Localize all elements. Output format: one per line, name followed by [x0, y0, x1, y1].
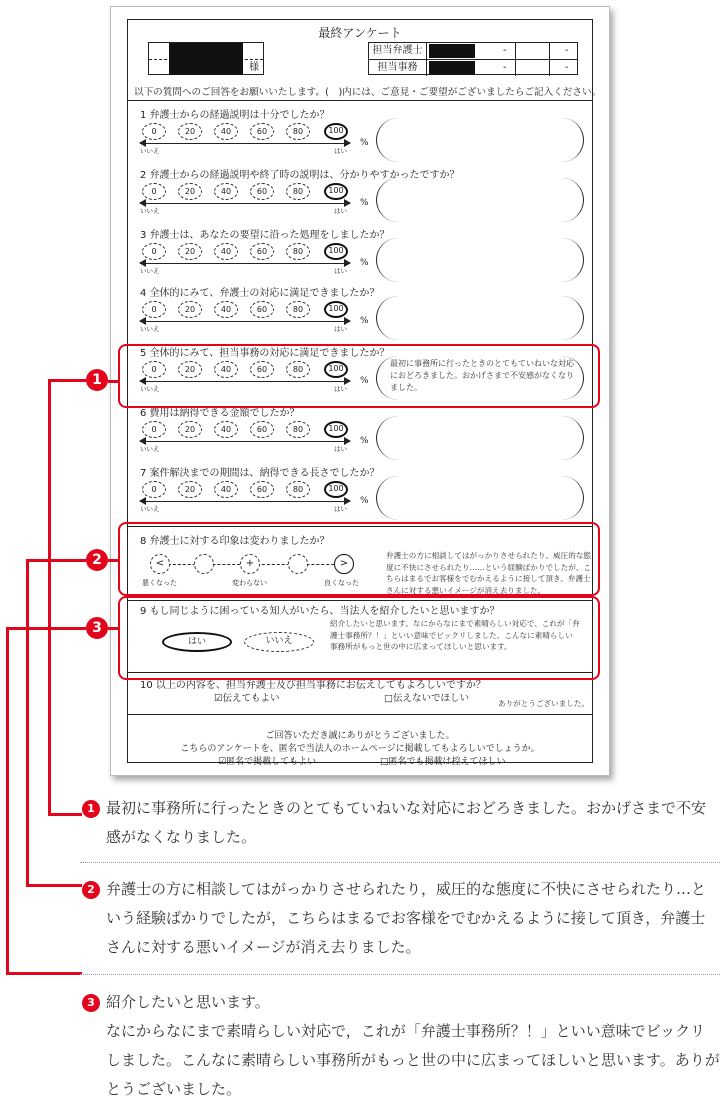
survey-intro: 以下の質問へのご回答をお願いいたします。( )内には、ご意見・ご要望がございましたらご記入ください。 — [134, 87, 602, 98]
label-yes: はい — [334, 445, 347, 453]
question-text: 10 以上の内容を、担当弁護士及び担当事務にお伝えしてもよろしいですか？ — [140, 680, 486, 691]
label-no: いいえ — [140, 325, 160, 333]
scale-option-100: 100 — [324, 361, 348, 378]
scale-arrow — [140, 263, 350, 264]
comment-bracket — [376, 118, 584, 162]
scale-option-60: 60 — [250, 123, 274, 140]
label-better: 良くなった — [324, 579, 359, 587]
question-2 — [128, 166, 594, 230]
scale-option-100: 100 — [324, 481, 348, 498]
question-text: 4 全体的にみて、弁護士の対応に満足できましたか？ — [140, 288, 380, 299]
badge-1: 1 — [86, 369, 108, 391]
question-text: 2 弁護士からの経過説明や終了時の説明は、分かりやすかったですか？ — [140, 170, 460, 181]
annotation-text: 最初に事務所に行ったときのとてもていねいな対応におどろきました。おかげさまで不安感がなくなりました。 — [106, 799, 707, 846]
comment-bracket — [376, 416, 584, 460]
footer-option-yes: ☑匿名で掲載してもよい — [218, 757, 317, 767]
annotation-text-continued: なにからなにまで素晴らしい対応で，これが「弁護士事務所？！」といい意味でビックリしました。こんなに素晴らしい事務所がもっと世の中に広まってほしいと思います。ありがとうございました。 — [106, 1022, 720, 1098]
survey-footer — [128, 730, 592, 769]
handwritten-comment: 紹介したいと思います。なにからなにまで素晴らしい対応で、これが「弁護士事務所？！」といい意味でビックリしました。こんなに素晴らしい事務所がもっと世の中に広まってほしいと思います。 — [330, 619, 580, 651]
question-text: 7 案件解決までの期間は、納得できる長さでしたか？ — [140, 468, 380, 479]
impression-better: > — [334, 554, 354, 574]
scale-option-20: 20 — [178, 481, 202, 498]
footer-question: こちらのアンケートを、匿名で当法人のホームページに掲載してもよろしいでしょうか。 — [180, 744, 540, 754]
badge-2: 2 — [86, 549, 108, 571]
impression-unchanged: + — [240, 554, 260, 574]
footer-thanks: ご回答いただき誠にありがとうございました。 — [265, 731, 455, 741]
scale-option-20: 20 — [178, 123, 202, 140]
scale-option-0: 0 — [142, 301, 166, 318]
question-3 — [128, 226, 594, 290]
label-worse: 悪くなった — [142, 579, 177, 587]
survey-title: 最終アンケート — [318, 26, 402, 40]
question-7 — [128, 464, 594, 528]
annotation-badge: 2 — [82, 881, 100, 899]
scale-option-60: 60 — [250, 301, 274, 318]
scale-option-80: 80 — [286, 183, 310, 200]
label-yes: はい — [334, 267, 347, 275]
option-yes: はい — [162, 632, 232, 652]
scale-option-100: 100 — [324, 183, 348, 200]
scale-arrow — [140, 321, 350, 322]
scale-option-0: 0 — [142, 183, 166, 200]
option-convey-no: □伝えないでほしい — [384, 693, 469, 704]
comment-bracket — [376, 296, 584, 340]
scale-arrow — [140, 441, 350, 442]
scale-option-20: 20 — [178, 183, 202, 200]
scale-option-0: 0 — [142, 481, 166, 498]
handwritten-comment: 弁護士の方に相談してはがっかりさせられたり、威圧的な態度に不快にさせられたり……という経験ばかりでしたが、こちらはまるでお客様をでむかえるように接して頂き、弁護士さんに対する悪いイメージが消え去りました。 — [386, 551, 592, 595]
label-no: いいえ — [140, 147, 160, 155]
label-no: いいえ — [140, 267, 160, 275]
scale-arrow — [140, 203, 350, 204]
question-text: 6 費用は納得できる金額でしたか？ — [140, 408, 300, 419]
footer-option-no: □匿名でも掲載は控えてほしい — [380, 757, 506, 767]
scale-option-80: 80 — [286, 481, 310, 498]
annotation-text: 弁護士の方に相談してはがっかりさせられたり，威圧的な態度に不快にさせられたり…という経験ばかりでしたが，こちらはまるでお客様をでむかえるように接して頂き，弁護士さんに対する悪いイメージが消え去りました。 — [106, 880, 707, 956]
label-yes: はい — [334, 207, 347, 215]
staff-table: 担当弁護士 - - 担当事務 - - — [368, 42, 578, 75]
scale-option-80: 80 — [286, 243, 310, 260]
percent-sign: % — [360, 436, 369, 446]
highlight-box-2 — [118, 522, 600, 596]
comment-bracket — [376, 476, 584, 520]
scale-option-0: 0 — [142, 361, 166, 378]
percent-sign: % — [360, 138, 369, 148]
scale-option-100: 100 — [324, 421, 348, 438]
scale-option-60: 60 — [250, 183, 274, 200]
scale-option-100: 100 — [324, 301, 348, 318]
customer-name-box — [148, 42, 264, 75]
option-no: いいえ — [244, 632, 314, 652]
scale-option-0: 0 — [142, 421, 166, 438]
scale-option-40: 40 — [214, 301, 238, 318]
scale-option-60: 60 — [250, 481, 274, 498]
option-convey-yes: ☑伝えてもよい — [214, 693, 280, 704]
customer-suffix: 様 — [249, 62, 259, 73]
label-yes: はい — [334, 147, 347, 155]
staff-label-clerk: 担当事務 — [369, 60, 427, 76]
scale-option-40: 40 — [214, 183, 238, 200]
question-text: 5 全体的にみて、担当事務の対応に満足できましたか？ — [140, 348, 390, 359]
question-1 — [128, 106, 594, 170]
highlight-box-3 — [118, 596, 600, 680]
question-10 — [128, 676, 594, 712]
question-text: 1 弁護士からの経過説明は十分でしたか？ — [140, 110, 330, 121]
impression-worse: < — [150, 554, 170, 574]
comment-bracket — [376, 238, 584, 282]
label-yes: はい — [334, 385, 347, 393]
label-no: いいえ — [140, 385, 160, 393]
scale-option-80: 80 — [286, 361, 310, 378]
scale-option-40: 40 — [214, 421, 238, 438]
handwritten-comment: 最初に事務所に行ったときのとてもていねいな対応におどろきました。おかげさまで不安感がなくなりました。 — [390, 359, 574, 392]
scale-option-80: 80 — [286, 301, 310, 318]
percent-sign: % — [360, 258, 369, 268]
label-yes: はい — [334, 325, 347, 333]
scale-arrow — [140, 501, 350, 502]
badge-3: 3 — [86, 617, 108, 639]
scale-option-40: 40 — [214, 481, 238, 498]
label-yes: はい — [334, 505, 347, 513]
label-no: いいえ — [140, 505, 160, 513]
highlight-box-1 — [118, 344, 600, 408]
scale-arrow — [140, 143, 350, 144]
scale-option-80: 80 — [286, 123, 310, 140]
scale-option-100: 100 — [324, 243, 348, 260]
scale-option-0: 0 — [142, 123, 166, 140]
redacted-attorney — [429, 44, 475, 58]
scale-option-0: 0 — [142, 243, 166, 260]
scale-option-60: 60 — [250, 361, 274, 378]
scale-option-20: 20 — [178, 301, 202, 318]
scale-option-40: 40 — [214, 123, 238, 140]
scale-option-40: 40 — [214, 243, 238, 260]
question-6 — [128, 404, 594, 468]
question-text: 8 弁護士に対する印象は変わりましたか？ — [140, 536, 330, 547]
scale-option-40: 40 — [214, 361, 238, 378]
scale-option-20: 20 — [178, 361, 202, 378]
annotation-text: 紹介したいと思います。 — [106, 993, 270, 1011]
label-unchanged: 変わらない — [232, 579, 267, 587]
annotation-badge: 3 — [82, 994, 100, 1012]
scale-option-20: 20 — [178, 243, 202, 260]
percent-sign: % — [360, 376, 369, 386]
scale-option-60: 60 — [250, 243, 274, 260]
question-text: 3 弁護士は、あなたの要望に沿った処理をしましたか？ — [140, 230, 390, 241]
scale-option-100: 100 — [324, 123, 348, 140]
question-4 — [128, 284, 594, 348]
redacted-name — [169, 43, 243, 75]
scale-option-80: 80 — [286, 421, 310, 438]
staff-label-attorney: 担当弁護士 — [369, 43, 427, 59]
label-no: いいえ — [140, 207, 160, 215]
percent-sign: % — [360, 316, 369, 326]
question-text: 9 もし同じように困っている知人がいたら、当法人を紹介したいと思いますか？ — [140, 606, 500, 617]
scale-option-60: 60 — [250, 421, 274, 438]
redacted-clerk — [429, 61, 475, 75]
annotation-badge: 1 — [82, 800, 100, 818]
handwritten-thanks: ありがとうございました。 — [498, 699, 590, 708]
scale-option-20: 20 — [178, 421, 202, 438]
percent-sign: % — [360, 496, 369, 506]
comment-bracket — [376, 178, 584, 222]
percent-sign: % — [360, 198, 369, 208]
label-no: いいえ — [140, 445, 160, 453]
